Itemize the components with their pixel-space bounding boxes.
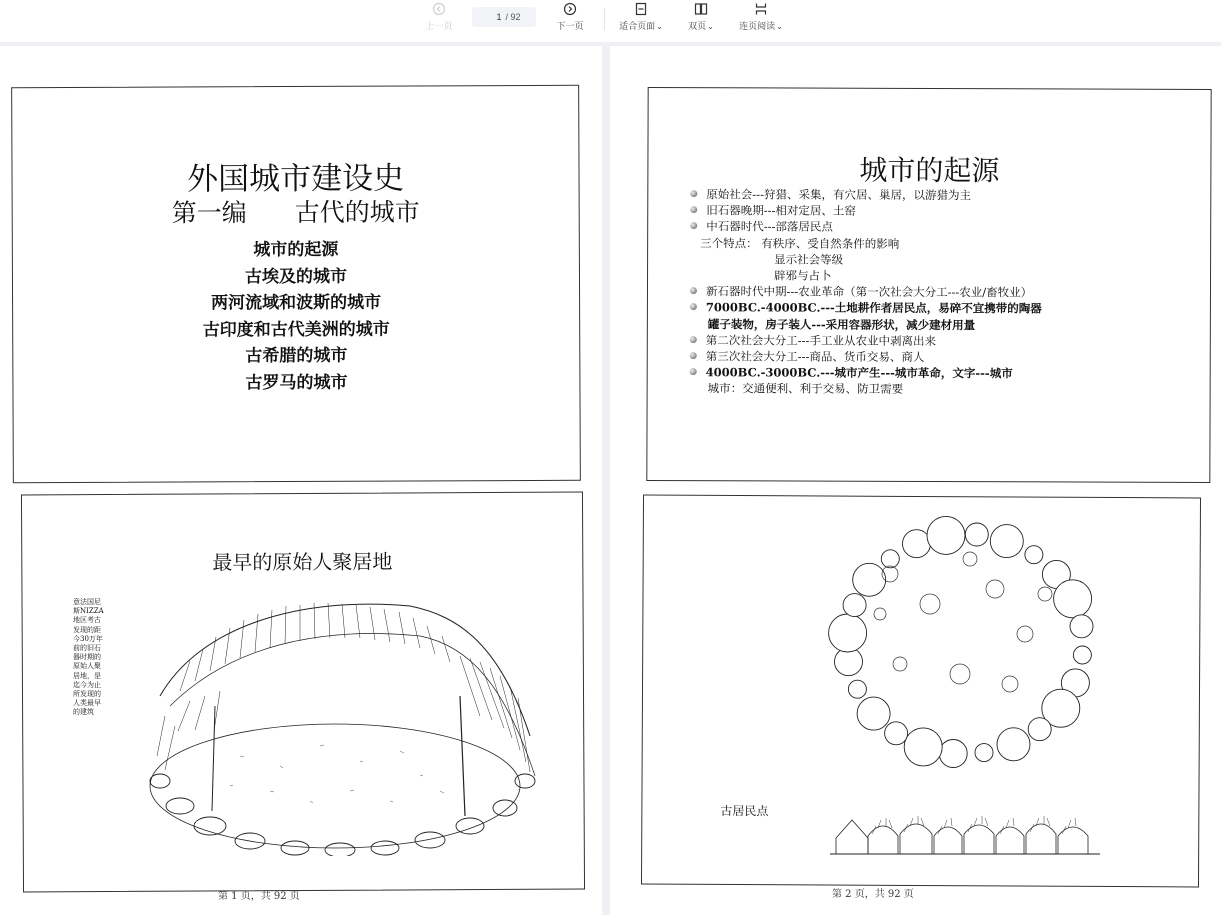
slide-title: 外国城市建设史 bbox=[186, 160, 405, 198]
inner-dwelling-circle bbox=[1002, 676, 1018, 692]
chevron-right-circle-icon bbox=[552, 2, 588, 18]
dwelling-circle bbox=[1028, 718, 1051, 741]
caption-line: 迄今为止 bbox=[73, 680, 101, 689]
bullet-line: 7000BC.-4000BC.---土地耕作者居民点，易碎不宜携带的陶器 bbox=[706, 300, 1042, 317]
slide-title: 城市的起源 bbox=[859, 153, 1000, 188]
caption-line: 地区考古 bbox=[73, 616, 101, 625]
caption-line: 人类最早 bbox=[73, 699, 101, 708]
dwelling-circle bbox=[927, 516, 965, 554]
chapter-item: 古印度和古代美洲的城市 bbox=[202, 319, 390, 340]
dwelling-circle bbox=[857, 697, 890, 730]
slide-body bbox=[700, 186, 1043, 398]
inner-dwelling-circle bbox=[1038, 587, 1052, 601]
bullet-icon bbox=[690, 287, 697, 294]
chapter-item: 古埃及的城市 bbox=[244, 266, 348, 287]
text-line: 三个特点： 有秩序、受自然条件的影响 bbox=[700, 235, 900, 251]
chapter-item: 城市的起源 bbox=[253, 239, 339, 261]
chevron-down-icon: ⌄ bbox=[776, 22, 783, 31]
slide-title: 最早的原始人聚居地 bbox=[212, 549, 393, 575]
inner-dwelling-circle bbox=[874, 608, 886, 620]
fit-page-button[interactable] bbox=[614, 2, 668, 32]
caption-line: 器时期的 bbox=[73, 653, 101, 662]
caption-line: 发现的距 bbox=[73, 625, 101, 634]
hut-sketch-illustration bbox=[120, 586, 550, 856]
fit-page-label: 适合页面 bbox=[619, 21, 656, 31]
text-line: 罐子装物，房子装人---采用容器形状，减少建材用量 bbox=[707, 316, 976, 332]
reader-toolbar bbox=[0, 0, 1221, 46]
bullet-icon bbox=[690, 336, 697, 343]
dwelling-circle bbox=[1025, 546, 1043, 564]
dwelling-circle bbox=[997, 728, 1030, 761]
dwelling-circle bbox=[939, 740, 967, 768]
dwelling-circle bbox=[848, 680, 866, 698]
caption-line: 原始人聚 bbox=[73, 662, 101, 671]
double-page-icon bbox=[684, 2, 718, 18]
bullet-icon bbox=[690, 304, 697, 311]
caption-line: 所发现的 bbox=[73, 690, 101, 699]
caption-line: 前的旧石 bbox=[73, 644, 101, 653]
caption-line: 今30万年 bbox=[73, 634, 103, 643]
subtitle-part: 第一编 bbox=[171, 198, 247, 228]
caption-line: 的建筑 bbox=[73, 708, 94, 717]
bullet-line: 旧石器晚期---相对定居、土窑 bbox=[706, 202, 1042, 219]
bullet-line: 4000BC.-3000BC.---城市产生---城市革命，文字---城市 bbox=[706, 364, 1042, 381]
chapter-item: 古希腊的城市 bbox=[245, 345, 348, 367]
bullet-line: 新石器时代中期---农业革命（第一次社会大分工---农业/畜牧业） bbox=[706, 283, 1042, 300]
dwelling-circle bbox=[885, 722, 908, 745]
inner-dwelling-circle bbox=[1017, 626, 1033, 642]
inner-dwelling-circle bbox=[986, 580, 1004, 598]
bullet-icon bbox=[690, 368, 697, 375]
settlement-label: 古居民点 bbox=[720, 803, 769, 819]
chapter-list bbox=[13, 236, 580, 397]
inner-dwelling-circle bbox=[893, 657, 907, 671]
continuous-scroll-icon bbox=[734, 2, 788, 18]
continuous-read-button[interactable] bbox=[734, 2, 788, 32]
dwelling-circle bbox=[1054, 580, 1092, 618]
chapter-item: 两河流域和波斯的城市 bbox=[211, 292, 382, 314]
page-total: / 92 bbox=[505, 12, 521, 22]
chevron-up-circle-icon bbox=[422, 2, 456, 18]
next-page-button[interactable] bbox=[552, 2, 588, 32]
inner-dwelling-circle bbox=[963, 552, 977, 566]
page-number-input[interactable] bbox=[487, 12, 501, 22]
bullet-icon bbox=[690, 206, 697, 213]
document-page-2 bbox=[610, 46, 1221, 915]
slide-subtitle bbox=[13, 192, 579, 230]
dwelling-circle bbox=[829, 614, 867, 652]
bullet-line: 第三次社会大分工---商品、货币交易、商人 bbox=[706, 348, 1042, 365]
double-page-label: 双页 bbox=[688, 21, 707, 31]
document-page-1 bbox=[0, 46, 602, 915]
dwelling-circle bbox=[1073, 646, 1091, 664]
chevron-down-icon: ⌄ bbox=[707, 22, 714, 31]
bullet-icon bbox=[690, 190, 697, 197]
inner-dwelling-circle bbox=[950, 664, 970, 684]
bullet-line: 原始社会---狩猎、采集，有穴居、巢居，以游猎为主 bbox=[706, 186, 1042, 203]
dwelling-circle bbox=[990, 525, 1023, 558]
side-caption bbox=[73, 598, 111, 718]
caption-line: 斯NIZZA bbox=[73, 607, 104, 616]
slide-city-origin bbox=[646, 87, 1211, 483]
text-line: 辟邪与占卜 bbox=[774, 268, 832, 283]
prev-page-button[interactable] bbox=[422, 2, 456, 32]
page-gutter bbox=[602, 46, 610, 915]
prev-page-label: 上一页 bbox=[425, 21, 453, 31]
bullet-icon bbox=[690, 352, 697, 359]
dwelling-circle bbox=[975, 744, 993, 762]
caption-line: 意法国尼 bbox=[73, 598, 101, 606]
subtitle-part: 古代的城市 bbox=[294, 197, 420, 228]
page-footer: 第 2 页，共 92 页 bbox=[832, 889, 914, 900]
page-footer: 第 1 页，共 92 页 bbox=[218, 891, 300, 902]
settlement-plan-illustration bbox=[820, 514, 1110, 784]
text-line: 城市：交通便利、利于交易、防卫需要 bbox=[707, 381, 904, 397]
inner-dwelling-circle bbox=[920, 594, 940, 614]
chapter-item: 古罗马的城市 bbox=[245, 372, 348, 393]
caption-line: 居地，是 bbox=[73, 671, 101, 680]
double-page-button[interactable] bbox=[684, 2, 718, 32]
continuous-read-label: 连页阅读 bbox=[739, 21, 776, 31]
text-line: 显示社会等级 bbox=[774, 252, 844, 267]
dwelling-circle bbox=[965, 523, 988, 546]
dwelling-circle bbox=[1070, 615, 1093, 638]
slide-course-title bbox=[11, 85, 581, 483]
bullet-line: 第二次社会大分工---手工业从农业中剥离出来 bbox=[706, 332, 1042, 349]
toolbar-divider bbox=[604, 8, 605, 30]
dwelling-circle bbox=[881, 550, 899, 568]
chevron-down-icon: ⌄ bbox=[656, 22, 663, 31]
dwelling-circle bbox=[903, 530, 931, 558]
dwelling-circle bbox=[843, 594, 866, 617]
bullet-icon bbox=[690, 223, 697, 230]
dwelling-circle bbox=[853, 563, 886, 596]
dwelling-circle bbox=[904, 728, 942, 766]
bullet-line: 中石器时代---部落居民点 bbox=[706, 219, 1042, 236]
fit-page-icon bbox=[614, 2, 668, 18]
page-number-box[interactable] bbox=[472, 7, 536, 27]
next-page-label: 下一页 bbox=[556, 21, 584, 31]
hut-row-illustration bbox=[828, 814, 1103, 858]
